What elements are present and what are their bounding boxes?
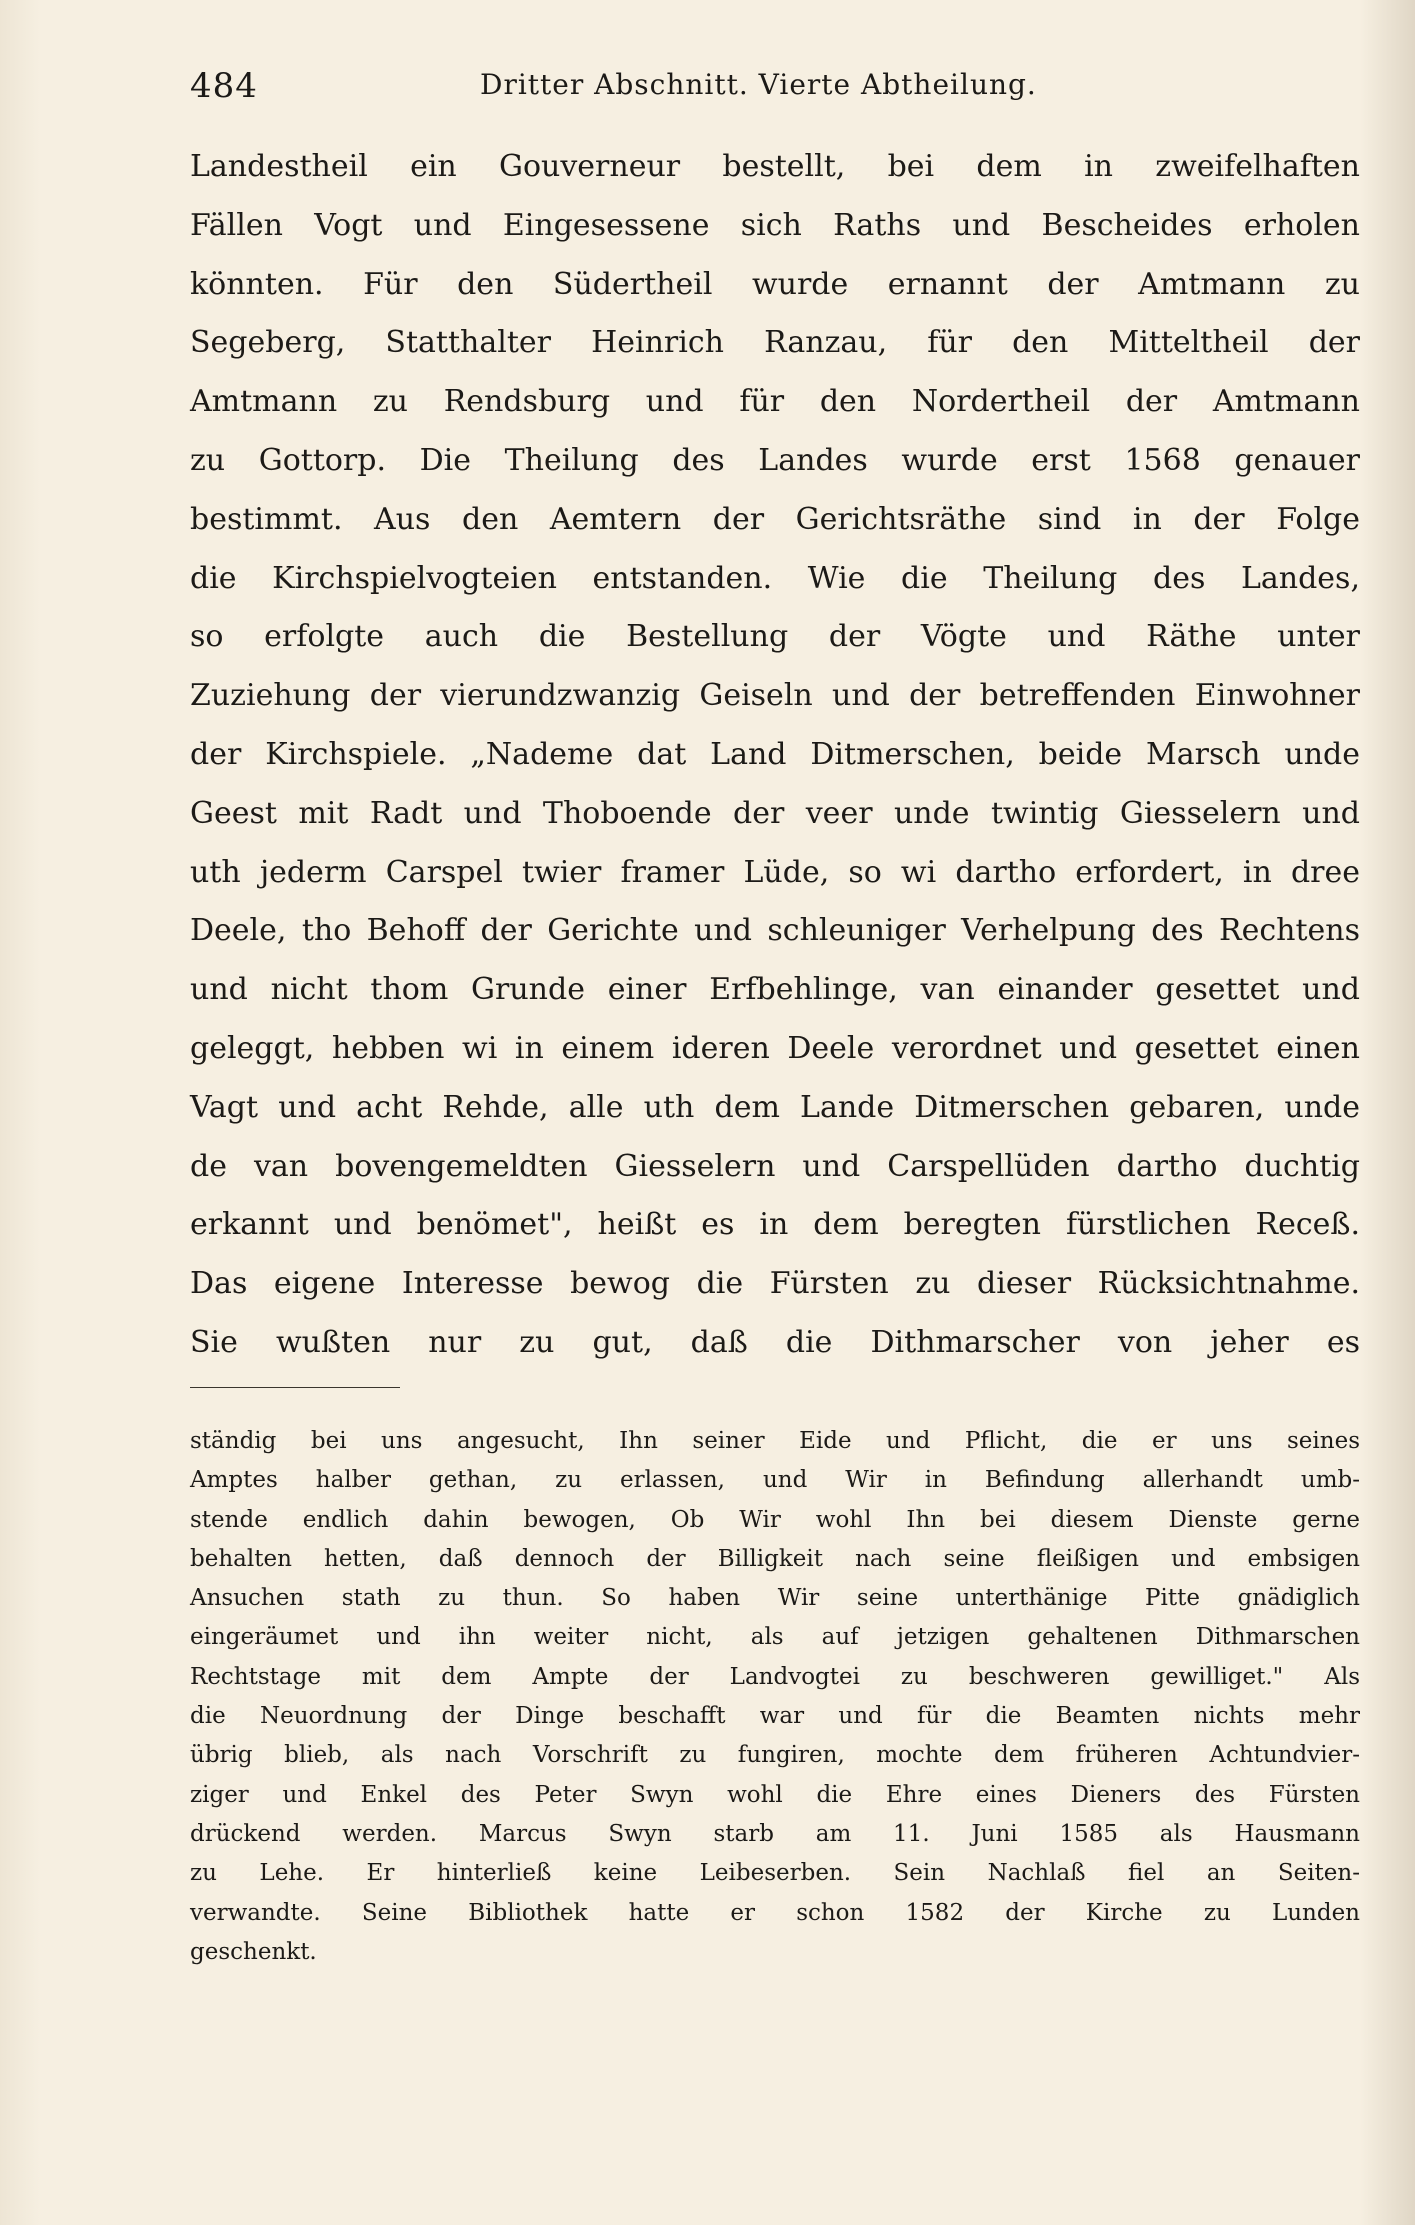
text-line: bestimmt. Aus den Aemtern der Gerichtsräthe sind in der Folge [190,501,1360,537]
main-text [190,138,1360,1373]
text-line: Fällen Vogt und Eingesessene sich Raths und Bescheides erholen [190,207,1360,243]
page-header [190,60,1330,110]
text-line: die Kirchspielvogteien entstanden. Wie die Theilung des Landes, [190,560,1360,596]
footnote-line: übrig blieb, als nach Vorschrift zu fungiren, mochte dem früheren Achtundvier- [190,1742,1360,1769]
text-line: de van bovengemeldten Giesselern und Carspellüden dartho duchtig [190,1148,1360,1184]
footnote-line: zu Lehe. Er hinterließ keine Leibeserben. Sein Nachlaß fiel an Seiten- [190,1860,1360,1887]
footnote-line: stende endlich dahin bewogen, Ob Wir wohl Ihn bei diesem Dienste gerne [190,1506,1360,1533]
text-line: und nicht thom Grunde einer Erfbehlinge, van einander gesettet und [190,972,1360,1008]
text-line: erkannt und benömet", heißt es in dem beregten fürstlichen Receß. [190,1207,1360,1243]
text-line: Deele, tho Behoff der Gerichte und schleuniger Verhelpung des Rechtens [190,913,1360,949]
footnote [190,1422,1360,1972]
footnote-line: geschenkt. [190,1938,317,1965]
footnote-line: verwandte. Seine Bibliothek hatte er schon 1582 der Kirche zu Lunden [190,1899,1360,1926]
page-number: 484 [190,66,258,106]
text-line: Zuziehung der vierundzwanzig Geiseln und der betreffenden Einwohner [190,678,1360,714]
text-line: Amtmann zu Rendsburg und für den Nordertheil der Amtmann [190,384,1360,420]
footnote-line: die Neuordnung der Dinge beschafft war und für die Beamten nichts mehr [190,1703,1360,1730]
text-line: geleggt, hebben wi in einem ideren Deele verordnet und gesettet einen [190,1030,1360,1066]
running-title: Dritter Abschnitt. Vierte Abtheilung. [480,68,1037,101]
footnote-line: Amptes halber gethan, zu erlassen, und Wir in Befindung allerhandt umb- [190,1467,1360,1494]
footnote-line: ziger und Enkel des Peter Swyn wohl die Ehre eines Dieners des Fürsten [190,1781,1360,1808]
footnote-line: eingeräumet und ihn weiter nicht, als auf jetzigen gehaltenen Dithmarschen [190,1624,1360,1651]
text-line: Vagt und acht Rehde, alle uth dem Lande Ditmerschen gebaren, unde [190,1089,1360,1125]
text-line: Sie wußten nur zu gut, daß die Dithmarscher von jeher es [190,1324,1360,1360]
text-line: Das eigene Interesse bewog die Fürsten zu dieser Rücksichtnahme. [190,1266,1360,1302]
footnote-line: ständig bei uns angesucht, Ihn seiner Eide und Pflicht, die er uns seines [190,1428,1360,1454]
footnote-line: Ansuchen stath zu thun. So haben Wir seine unterthänige Pitte gnädiglich [190,1585,1360,1612]
text-line: Segeberg, Statthalter Heinrich Ranzau, für den Mitteltheil der [190,325,1360,361]
text-line: uth jederm Carspel twier framer Lüde, so wi dartho erfordert, in dree [190,854,1360,890]
text-line: Geest mit Radt und Thoboende der veer unde twintig Giesselern und [190,795,1360,831]
text-line: könnten. Für den Südertheil wurde ernannt der Amtmann zu [190,266,1360,302]
text-line: so erfolgte auch die Bestellung der Vögte und Räthe unter [190,619,1360,655]
footnote-line: drückend werden. Marcus Swyn starb am 11. Juni 1585 als Hausmann [190,1820,1360,1847]
text-line: Landestheil ein Gouverneur bestellt, bei dem in zweifelhaften [190,149,1360,184]
text-line: zu Gottorp. Die Theilung des Landes wurde erst 1568 genauer [190,442,1360,478]
footnote-line: Rechtstage mit dem Ampte der Landvogtei zu beschweren gewilliget." Als [190,1663,1360,1690]
footnote-divider [190,1387,400,1388]
text-line: der Kirchspiele. „Nademe dat Land Ditmerschen, beide Marsch unde [190,736,1360,772]
footnote-line: behalten hetten, daß dennoch der Billigkeit nach seine fleißigen und embsigen [190,1545,1360,1572]
